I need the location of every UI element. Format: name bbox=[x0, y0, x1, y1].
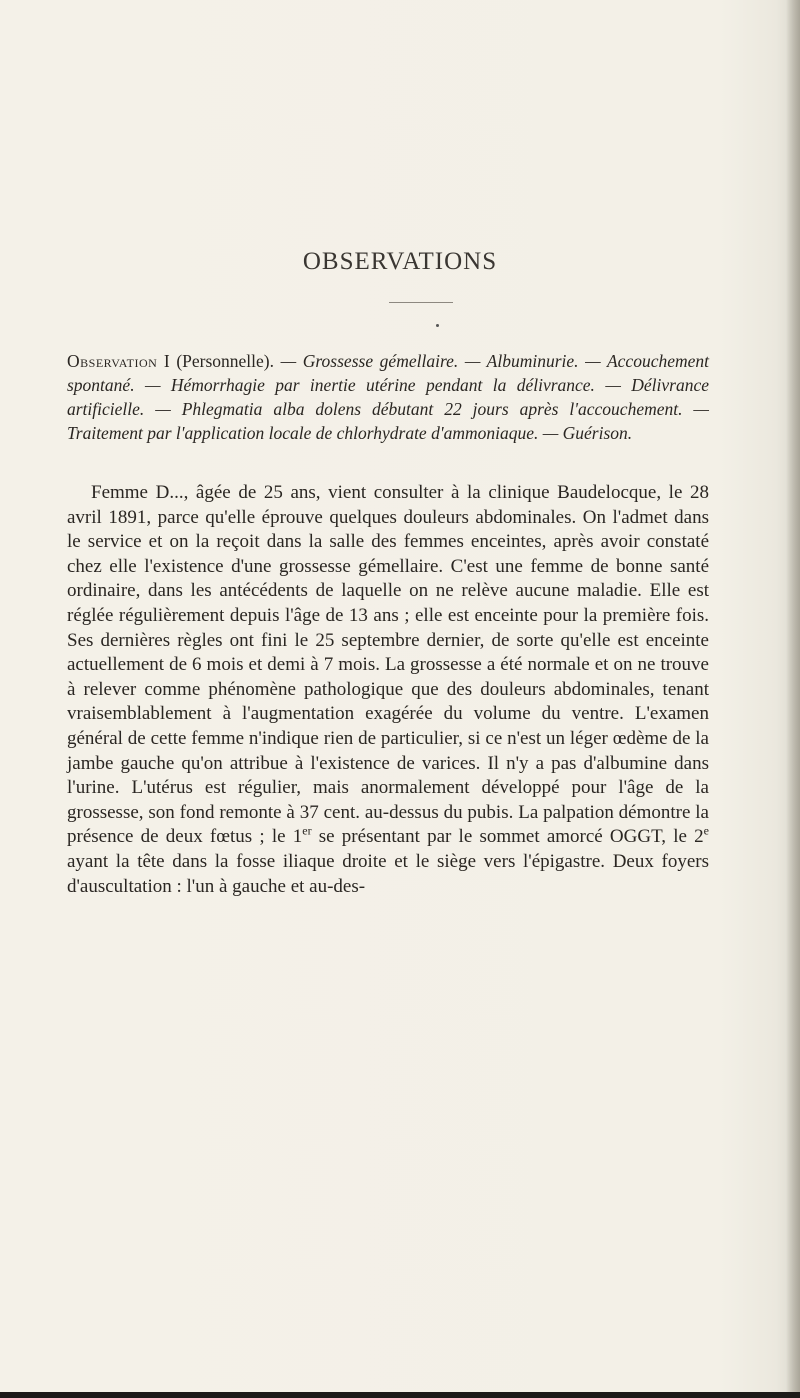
body-text-part-1: Femme D..., âgée de 25 ans, vient consulter à la clinique Baudelocque, le 28 avril 1891, parce qu'elle éprouve quelques douleurs abdominales. On l'admet dans le service et on la reçoit dans la salle des femmes enceintes, après avoir constaté chez elle l'existence d'une grossesse gémellaire. C'est une femme de bonne santé ordinaire, dans les antécédents de laquelle on ne relève aucune maladie. Elle est réglée régulièrement depuis l'âge de 13 ans ; elle est enceinte pour la première fois. Ses dernières règles ont fini le 25 septembre dernier, de sorte qu'elle est enceinte actuellement de 6 mois et demi à 7 mois. La grossesse a été normale et on ne trouve à relever comme phénomène pathologique que des douleurs abdominales, tenant vraisemblablement à l'augmentation exagérée du volume du ventre. L'examen général de cette femme n'indique rien de particulier, si ce n'est un léger œdème de la jambe gauche qu'on attribue à l'existence de varices. Il n'y a pas d'albumine dans l'urine. L'utérus est régulier, mais anormalement développé pour l'âge de la grossesse, son fond remonte à 37 cent. au-dessus du pubis. La palpation démontre la présence de deux fœtus ; le 1 bbox=[67, 482, 709, 848]
superscript-e: e bbox=[703, 823, 709, 838]
ink-dot bbox=[436, 324, 439, 327]
bottom-border bbox=[0, 1392, 800, 1398]
page-title: OBSERVATIONS bbox=[302, 248, 498, 275]
observation-number: I (Personnelle). bbox=[163, 351, 275, 371]
page-edge-shadow bbox=[786, 0, 800, 1398]
observation-summary bbox=[67, 349, 709, 445]
superscript-er: er bbox=[302, 823, 312, 838]
body-text-part-3: ayant la tête dans la fosse iliaque droite et le siège vers l'épigastre. Deux foyers d'auscultation : l'un à gauche et au-des- bbox=[67, 850, 709, 897]
observation-summary-text: — Grossesse gémellaire. — Albuminurie. — Accouchement spontané. — Hémorrhagie par inertie utérine pendant la délivrance. — Délivrance artificielle. — Phlegmatia alba dolens débutant 22 jours après l'accouchement. — Traitement par l'application locale de chlorhydrate d'ammoniaque. — Guérison. bbox=[67, 351, 709, 443]
body-text-part-2: se présentant par le sommet amorcé OGGT, le 2 bbox=[311, 826, 704, 848]
title-divider bbox=[389, 302, 453, 303]
observation-body bbox=[67, 481, 709, 899]
observation-label: Observation bbox=[67, 351, 158, 371]
